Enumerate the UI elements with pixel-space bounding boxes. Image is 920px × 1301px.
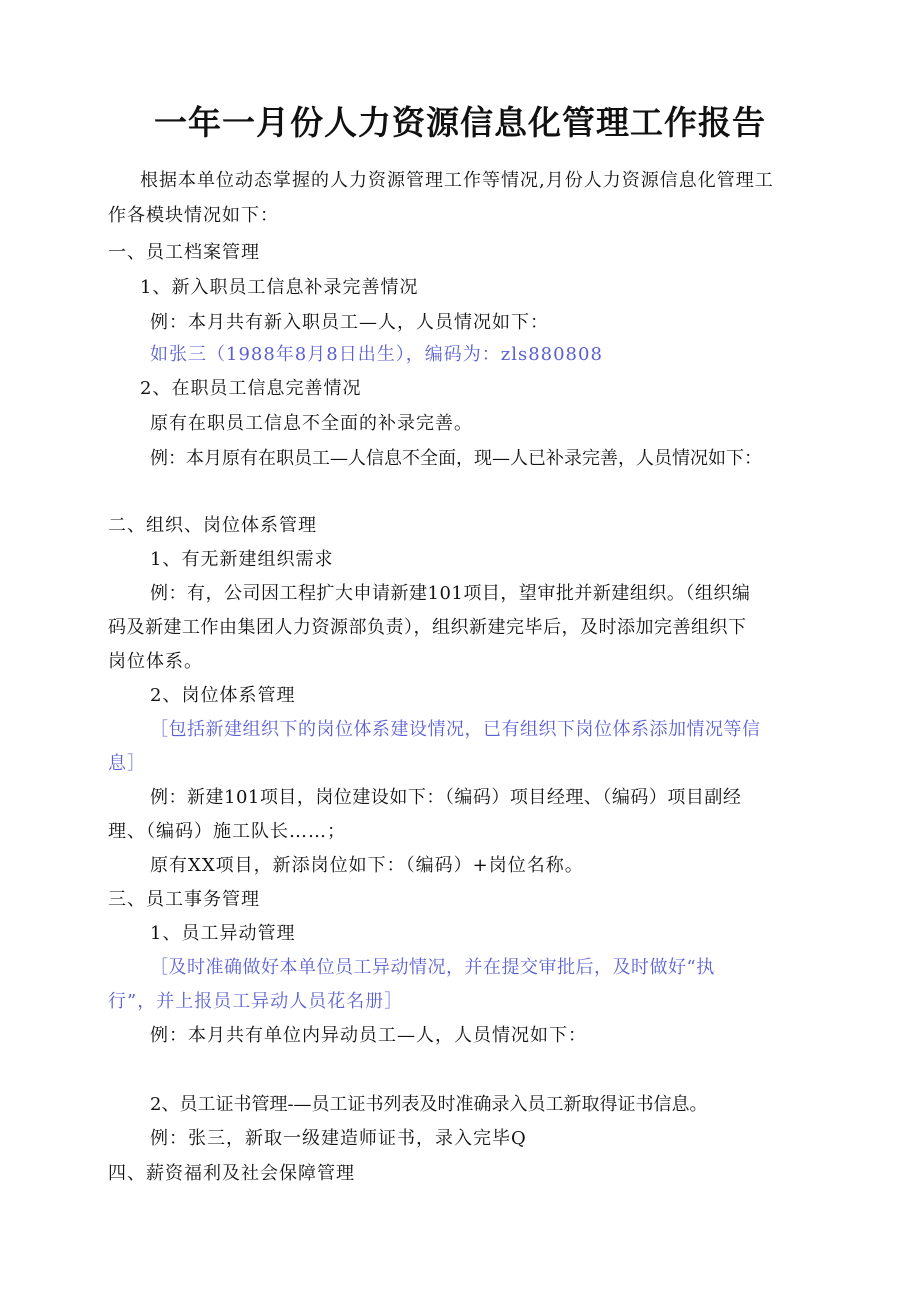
section-3-item-1-note-line-2: 行”，并上报员工异动人员花名册］ bbox=[108, 991, 404, 1012]
section-4-heading: 四、薪资福利及社会保障管理 bbox=[108, 1163, 355, 1184]
section-1-heading: 一、员工档案管理 bbox=[108, 242, 260, 263]
section-3-item-1-title: 1、员工异动管理 bbox=[150, 923, 296, 944]
section-1-item-1-sample: 如张三（1988年8月8日出生），编码为：zls880808 bbox=[150, 344, 603, 365]
section-2-heading: 二、组织、岗位体系管理 bbox=[108, 515, 317, 536]
section-1-item-2-example: 例：本月原有在职员工—人信息不全面，现—人已补录完善，人员情况如下： bbox=[150, 448, 762, 469]
intro-line-2: 作各模块情况如下： bbox=[108, 205, 279, 226]
section-3-item-1-note-line-1: ［及时准确做好本单位员工异动情况，并在提交审批后，及时做好“执 bbox=[150, 957, 715, 978]
section-2-item-2-note-line-2: 息］ bbox=[108, 753, 146, 774]
section-2-item-2-extra: 原有XX项目，新添岗位如下：（编码）+岗位名称。 bbox=[150, 855, 584, 876]
section-3-heading: 三、员工事务管理 bbox=[108, 889, 260, 910]
section-2-item-1-title: 1、有无新建组织需求 bbox=[150, 549, 334, 570]
section-1-item-1-example: 例：本月共有新入职员工—人，人员情况如下： bbox=[150, 312, 549, 333]
intro-line-1: 根据本单位动态掌握的人力资源管理工作等情况,月份人力资源信息化管理工 bbox=[140, 170, 774, 191]
section-2-item-1-example-line-2: 码及新建工作由集团人力资源部负责），组织新建完毕后，及时添加完善组织下 bbox=[108, 617, 747, 638]
section-2-item-2-note-line-1: ［包括新建组织下的岗位体系建设情况，已有组织下岗位体系添加情况等信 bbox=[150, 719, 761, 740]
section-2-item-1-example-line-1: 例：有，公司因工程扩大申请新建101项目，望审批并新建组织。（组织编 bbox=[150, 583, 751, 604]
section-2-item-2-example-line-2: 理、（编码）施工队长……； bbox=[108, 821, 346, 842]
section-3-item-1-example: 例：本月共有单位内异动员工—人，人员情况如下： bbox=[150, 1025, 587, 1046]
section-1-item-2-text: 原有在职员工信息不全面的补录完善。 bbox=[150, 413, 473, 434]
section-3-item-2-title: 2、员工证书管理-—员工证书列表及时准确录入员工新取得证书信息。 bbox=[150, 1094, 708, 1115]
section-2-item-2-example-line-1: 例：新建101项目，岗位建设如下：（编码）项目经理、（编码）项目副经 bbox=[150, 787, 742, 808]
page-title: 一年一月份人力资源信息化管理工作报告 bbox=[154, 103, 766, 142]
section-1-item-1-title: 1、新入职员工信息补录完善情况 bbox=[140, 277, 419, 298]
section-1-item-2-title: 2、在职员工信息完善情况 bbox=[140, 378, 362, 399]
section-3-item-2-example: 例：张三，新取一级建造师证书，录入完毕Q bbox=[150, 1128, 527, 1149]
section-2-item-2-title: 2、岗位体系管理 bbox=[150, 685, 296, 706]
section-2-item-1-example-line-3: 岗位体系。 bbox=[108, 651, 203, 672]
